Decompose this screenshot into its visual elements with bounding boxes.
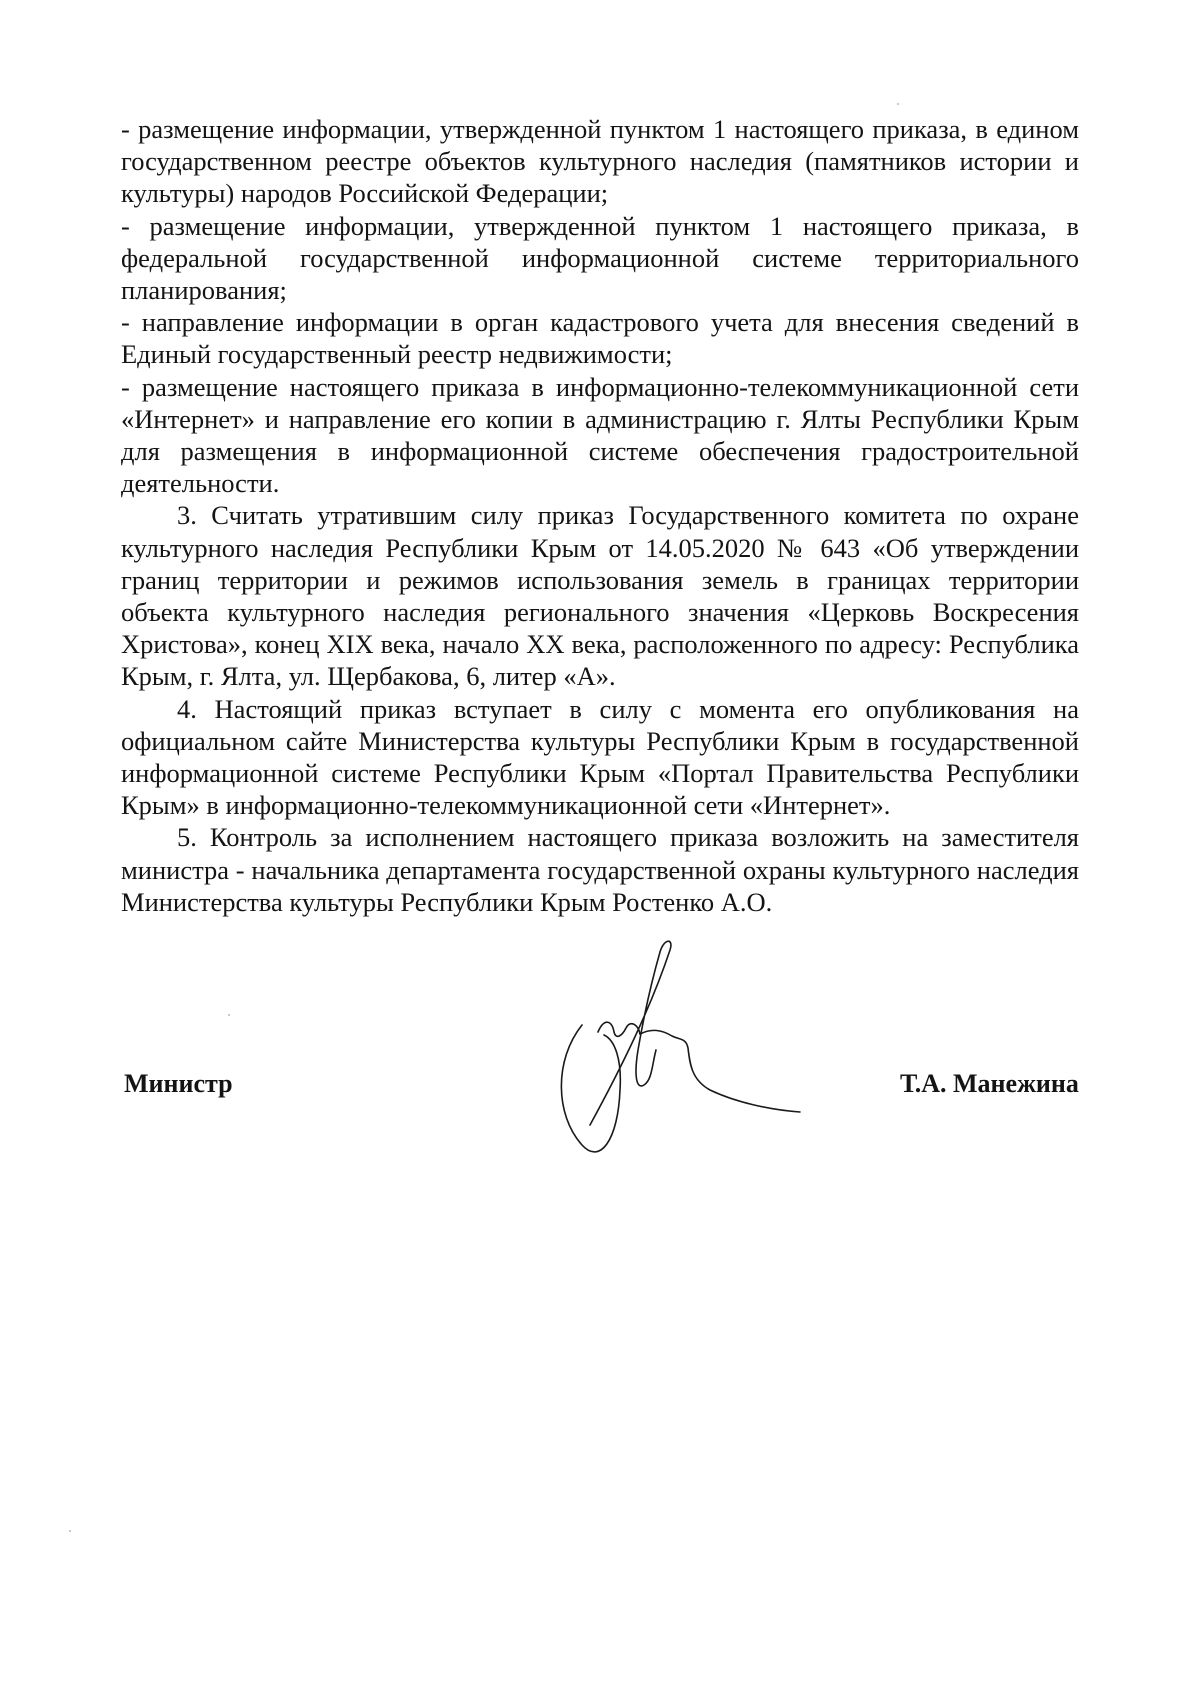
paragraph-item-5: 5. Контроль за исполнением настоящего приказа возложить на заместителя министра - начальника департамента государственной охраны культурного наследия Министерства культуры Республики Крым Ростенко А.О. <box>121 822 1079 917</box>
handwritten-signature <box>560 940 820 1180</box>
scan-speck-left-low <box>69 1530 71 1532</box>
document-body <box>121 113 1079 918</box>
paragraph-bullet-cadastre: - направление информации в орган кадастрового учета для внесения сведений в Единый государственный реестр недвижимости; <box>121 307 1079 370</box>
paragraph-bullet-internet: - размещение настоящего приказа в информационно-телекоммуникационной сети «Интернет» и направление его копии в администрацию г. Ялты Республики Крым для размещения в информационной системе обеспечения градостроительной деятельности. <box>121 371 1079 499</box>
scan-speck-left-mid <box>228 1014 230 1016</box>
paragraph-bullet-registry: - размещение информации, утвержденной пунктом 1 настоящего приказа, в едином государственном реестре объектов культурного наследия (памятников истории и культуры) народов Российской Федерации; <box>121 114 1079 209</box>
signatory-name: Т.А. Манежина <box>900 1069 1079 1098</box>
signatory-title: Министр <box>124 1069 233 1098</box>
paragraph-item-3: 3. Считать утратившим силу приказ Государственного комитета по охране культурного наследия Республики Крым от 14.05.2020 № 643 «Об утверждении границ территории и режимов использования земель в границах территории объекта культурного наследия регионального значения «Церковь Воскресения Христова», конец XIX века, начало XX века, расположенного по адресу: Республика Крым, г. Ялта, ул. Щербакова, 6, литер «А». <box>121 500 1079 692</box>
scan-speck-top-right <box>897 103 899 105</box>
paragraph-bullet-planning-system: - размещение информации, утвержденной пунктом 1 настоящего приказа, в федеральной государственной информационной системе территориального планирования; <box>121 210 1079 306</box>
paragraph-item-4: 4. Настоящий приказ вступает в силу с момента его опубликования на официальном сайте Министерства культуры Республики Крым в государственной информационной системе Республики Крым «Портал Правительства Республики Крым» в информационно-телекоммуникационной сети «Интернет». <box>121 693 1079 821</box>
